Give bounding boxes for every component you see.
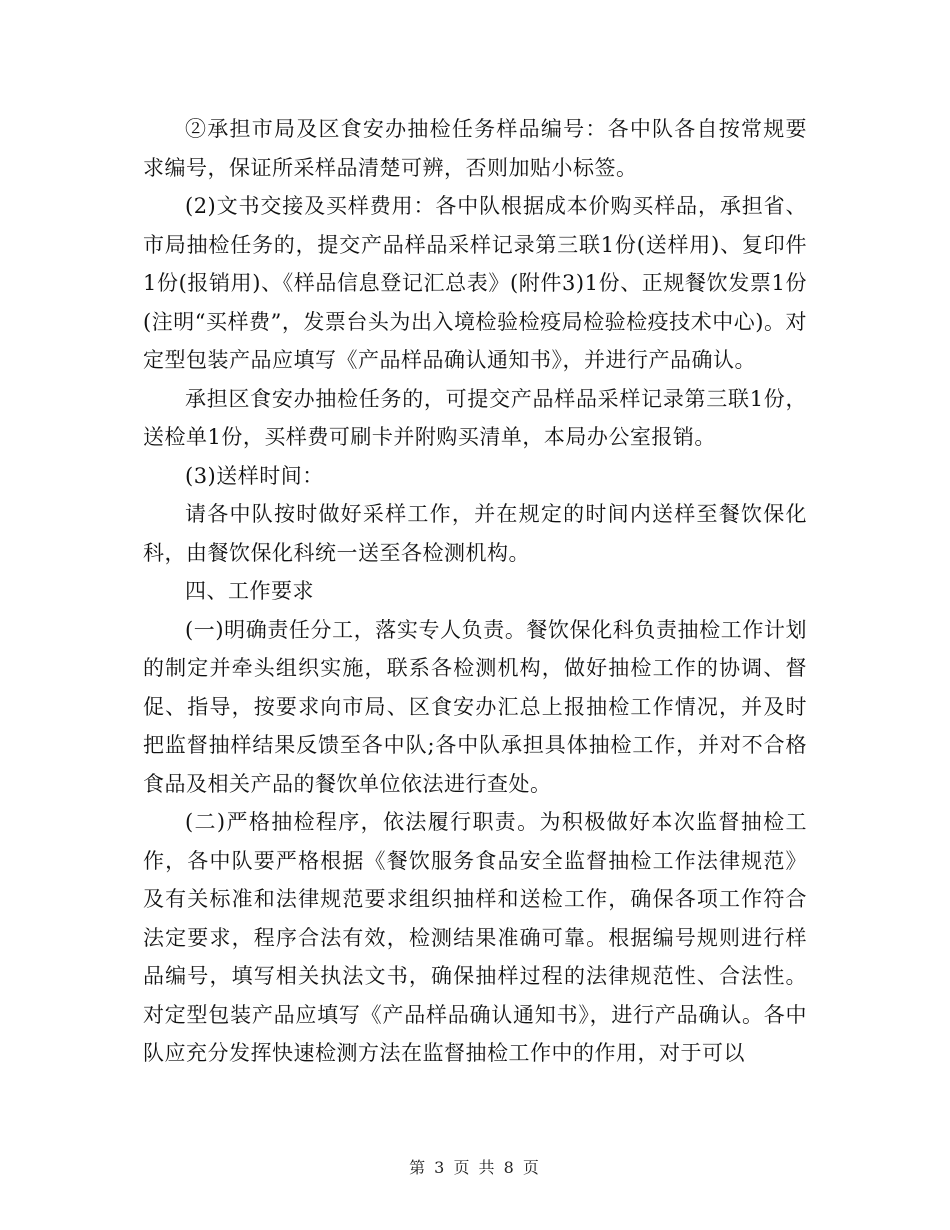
document-body [143,110,807,1073]
section-heading-work-requirements: 四、工作要求 [185,579,314,603]
paragraph-delivery-time-heading: (3)送样时间： [185,463,324,488]
page-number-footer: 第 3 页 共 8 页 [409,1158,541,1177]
paragraph-procedure: (二)严格抽检程序，依法履行职责。为积极做好本次监督抽检工作，各中队要严格根据《餐饮服务食品安全监督抽检工作法律规范》及有关标准和法律规范要求组织抽样和送检工作，确保各项工作符合法定要求，程序合法有效，检测结果准确可靠。根据编号规则进行样品编号，填写相关执法文书，确保抽样过程的法律规范性、合法性。对定型包装产品应填写《产品样品确认通知书》，进行产品确认。各中队应充分发挥快速检测方法在监督抽检工作中的作用，对于可以 [143,810,807,1065]
paragraph-sample-numbering: ②承担市局及区食安办抽检任务样品编号：各中队各自按常规要求编号，保证所采样品清楚可辨，否则加贴小标签。 [143,117,807,180]
paragraph-delivery-time: 请各中队按时做好采样工作，并在规定的时间内送样至餐饮保化科，由餐饮保化科统一送至各检测机构。 [143,502,807,565]
paragraph-document-handover: (2)文书交接及买样费用：各中队根据成本价购买样品，承担省、市局抽检任务的，提交产品样品采样记录第三联1份(送样用)、复印件1份(报销用)、《样品信息登记汇总表》(附件3)1份、正规餐饮发票1份(注明“买样费”，发票台头为出入境检验检疫局检验检疫技术中心)。对定型包装产品应填写《产品样品确认通知书》，并进行产品确认。 [143,194,807,372]
paragraph-responsibility: (一)明确责任分工，落实专人负责。餐饮保化科负责抽检工作计划的制定并牵头组织实施，联系各检测机构，做好抽检工作的协调、督促、指导，按要求向市局、区食安办汇总上报抽检工作情况，并及时把监督抽样结果反馈至各中队;各中队承担具体抽检工作，并对不合格食品及相关产品的餐饮单位依法进行查处。 [143,617,807,796]
paragraph-district-task: 承担区食安办抽检任务的，可提交产品样品采样记录第三联1份，送检单1份，买样费可刷卡并附购买清单，本局办公室报销。 [143,386,807,449]
